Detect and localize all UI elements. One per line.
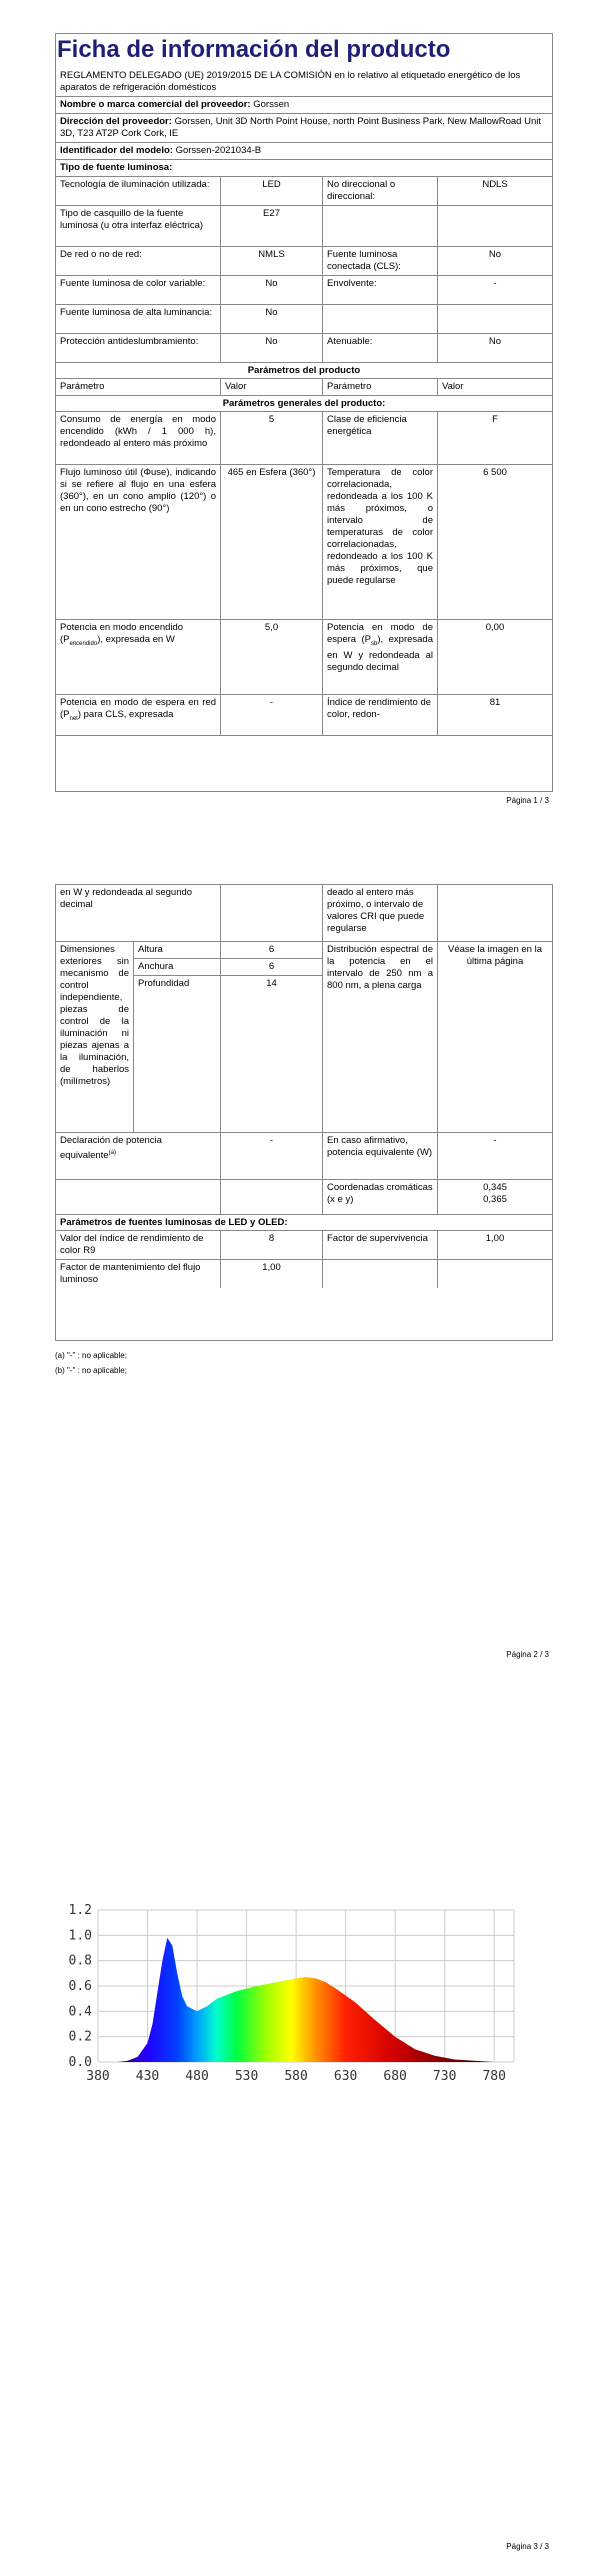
dims-values xyxy=(221,942,323,1132)
table-row xyxy=(56,276,552,305)
param-label: Fuente luminosa de color variable: xyxy=(56,276,221,304)
param-value: NMLS xyxy=(221,247,323,275)
chroma-x: 0,345 xyxy=(483,1182,507,1193)
param-label: De red o no de red: xyxy=(56,247,221,275)
param-label: Protección antideslumbramiento: xyxy=(56,334,221,362)
dims-names xyxy=(134,942,221,1132)
footnotes xyxy=(55,1348,127,1378)
param-label-sub: sb xyxy=(371,640,378,647)
spd-value: Véase la imagen en la última página xyxy=(447,944,542,967)
address-row xyxy=(56,114,552,143)
y-tick-label: 0.4 xyxy=(68,2004,92,2020)
general-params-heading: Parámetros generales del producto: xyxy=(56,396,552,412)
param-label: Envolvente: xyxy=(323,276,438,304)
footnote: (a) "-" : no aplicable; xyxy=(55,1351,127,1360)
x-tick-label: 480 xyxy=(185,2069,209,2084)
y-tick-labels xyxy=(69,1903,93,2070)
param-value xyxy=(438,885,552,941)
param-label xyxy=(56,620,221,694)
y-tick-label: 1.0 xyxy=(68,1928,92,1944)
table-row xyxy=(56,942,552,1133)
param-label: deado al entero más próximo, o intervalo de valores CRI que puede regularse xyxy=(323,885,438,941)
page-title: Ficha de información del producto xyxy=(57,36,451,63)
address-label: Dirección del proveedor: xyxy=(60,116,172,127)
model-label: Identificador del modelo: xyxy=(60,145,173,156)
param-value xyxy=(221,1180,323,1214)
spectral-chart xyxy=(48,1900,528,2090)
column-header: Valor xyxy=(442,381,464,392)
param-label-text: ), expresada en W xyxy=(97,634,175,645)
param-value: NDLS xyxy=(482,179,508,190)
page-1 xyxy=(0,0,603,820)
y-tick-label: 0.0 xyxy=(68,2055,92,2070)
param-value xyxy=(438,1260,552,1288)
supplier-row xyxy=(56,97,552,114)
x-tick-label: 630 xyxy=(333,2069,358,2084)
footnote-ref: (a) xyxy=(108,1150,116,1156)
param-value: LED xyxy=(221,177,323,205)
table-row xyxy=(56,1180,552,1215)
param-value: - xyxy=(493,278,497,289)
spd-label: Distribución espectral de la potencia en el intervalo de 250 nm a 800 nm, a plena carga xyxy=(323,942,438,1132)
regulation-text: REGLAMENTO DELEGADO (UE) 2019/2015 DE LA COMISIÓN en lo relativo al etiquetado energético de los aparatos de refrigeración domésticos xyxy=(56,68,552,97)
param-value xyxy=(438,305,552,333)
param-value: 1,00 xyxy=(221,1260,323,1288)
param-value: No xyxy=(488,249,502,260)
param-value: 8 xyxy=(221,1231,323,1259)
table-row xyxy=(56,1231,552,1260)
param-label: Índice de rendimiento de color, redon- xyxy=(323,695,438,735)
source-type-row: Tipo de fuente luminosa: xyxy=(56,160,552,177)
chroma-y: 0,365 xyxy=(483,1194,507,1205)
param-label: Flujo luminoso útil (Φuse), indicando si se refiere al flujo en una esfera (360°), en un cono amplio (120°) o en un cono estrecho (90°) xyxy=(56,465,221,619)
dims-label: Dimensiones exteriores sin mecanismo de control independiente, piezas de control de la iluminación ni piezas ajenas a la iluminación, de haberlos (milímetros) xyxy=(56,942,134,1132)
param-value xyxy=(438,1180,552,1214)
param-label xyxy=(323,1260,438,1288)
table-row xyxy=(56,620,552,695)
table-row xyxy=(56,206,552,247)
param-label xyxy=(323,620,438,694)
param-value: F xyxy=(492,414,498,425)
table-row xyxy=(56,247,552,276)
param-label: Tecnología de iluminación utilizada: xyxy=(56,177,221,205)
page-2 xyxy=(0,820,603,1680)
dim-name: Altura xyxy=(134,942,220,959)
param-value: No xyxy=(488,336,502,347)
param-label: En caso afirmativo, potencia equivalente (W) xyxy=(323,1133,438,1179)
table-row xyxy=(56,1133,552,1180)
page-number: Página 2 / 3 xyxy=(506,1650,549,1659)
param-label: Factor de mantenimiento del flujo luminoso xyxy=(56,1260,221,1288)
column-header: Valor xyxy=(221,379,323,395)
table-row xyxy=(56,334,552,363)
param-value: - xyxy=(221,695,323,735)
param-label: Fuente luminosa conectada (CLS): xyxy=(323,247,438,275)
param-label xyxy=(56,695,221,735)
param-label-text: Potencia en modo encendido (P xyxy=(60,622,184,645)
param-label: Consumo de energía en modo encendido (kWh / 1 000 h), redondeado al entero más próximo xyxy=(56,412,221,464)
table-row xyxy=(56,465,552,620)
table-row xyxy=(56,177,552,206)
param-value: - xyxy=(221,1133,323,1179)
supplier-label: Nombre o marca comercial del proveedor: xyxy=(60,99,251,110)
param-label-text: ) para CLS, expresada xyxy=(77,709,174,720)
param-label: Temperatura de color correlacionada, redondeada a los 100 K más próximos, o intervalo de temperaturas de color correlacionadas, redondeado a los 100 K más próximos, que puede regularse xyxy=(323,465,438,619)
y-tick-label: 0.2 xyxy=(68,2029,92,2045)
param-value: No xyxy=(221,334,323,362)
footnote: (b) "-" : no aplicable; xyxy=(55,1366,127,1375)
table-row xyxy=(56,305,552,334)
product-params-heading: Parámetros del producto xyxy=(56,363,552,379)
led-params-heading: Parámetros de fuentes luminosas de LED y OLED: xyxy=(56,1215,552,1231)
param-label: en W y redondeada al segundo decimal xyxy=(56,885,221,941)
param-value: 5 xyxy=(221,412,323,464)
column-header: Parámetro xyxy=(323,379,438,395)
param-label-sub: encendido xyxy=(69,640,98,647)
x-tick-label: 780 xyxy=(482,2069,506,2084)
param-label-text: Potencia en modo de espera en red (P xyxy=(60,697,216,720)
param-value: - xyxy=(493,1135,497,1146)
param-label: Tipo de casquillo de la fuente luminosa (u otra interfaz eléctrica) xyxy=(56,206,221,246)
page-number: Página 1 / 3 xyxy=(506,796,549,805)
y-tick-label: 1.2 xyxy=(68,1903,92,1918)
x-tick-label: 530 xyxy=(234,2069,259,2084)
table-row xyxy=(56,885,552,942)
dim-value: 6 xyxy=(221,959,322,976)
param-value: E27 xyxy=(221,206,323,246)
param-value: No xyxy=(221,276,323,304)
param-label xyxy=(323,305,438,333)
table-header xyxy=(56,379,552,396)
param-value: 6 500 xyxy=(483,467,507,478)
supplier-value: Gorssen xyxy=(253,99,290,110)
param-label: Valor del índice de rendimiento de color R9 xyxy=(56,1231,221,1259)
param-label: Factor de supervivencia xyxy=(323,1231,438,1259)
x-tick-label: 680 xyxy=(383,2069,407,2084)
param-value: No xyxy=(221,305,323,333)
param-label: Coordenadas cromáticas (x e y) xyxy=(323,1180,438,1214)
param-label: No direccional o direccional: xyxy=(323,177,438,205)
page-3 xyxy=(0,1680,603,2560)
param-label xyxy=(56,1180,221,1214)
x-tick-label: 380 xyxy=(86,2069,110,2084)
y-tick-label: 0.6 xyxy=(68,1979,92,1994)
column-header: Parámetro xyxy=(56,379,221,395)
param-label-sub: net xyxy=(69,715,78,722)
param-value xyxy=(221,885,323,941)
info-sheet-continued xyxy=(55,884,553,1341)
table-row xyxy=(56,412,552,465)
address-value: Gorssen, Unit 3D North Point House, north Point Business Park, New MallowRoad Unit 3D, T23 AT2P Cork Cork, IE xyxy=(60,116,541,139)
spectrum-area xyxy=(118,1938,494,2062)
param-label xyxy=(56,1133,221,1179)
dim-value: 6 xyxy=(221,942,322,959)
x-tick-label: 430 xyxy=(135,2069,160,2084)
param-value xyxy=(438,206,552,246)
dim-name: Anchura xyxy=(134,959,220,976)
info-sheet xyxy=(55,33,553,792)
y-tick-label: 0.8 xyxy=(68,1953,92,1969)
table-row xyxy=(56,695,552,736)
param-label-text: Potencia en modo de espera (P xyxy=(327,622,433,645)
equiv-label: Declaración de potencia equivalente xyxy=(60,1135,162,1162)
param-label: Atenuable: xyxy=(323,334,438,362)
param-label: Fuente luminosa de alta luminancia: xyxy=(56,305,221,333)
param-value: 0,00 xyxy=(485,622,505,633)
param-value: 465 en Esfera (360°) xyxy=(221,465,323,619)
param-value: 81 xyxy=(489,697,501,708)
dim-name: Profundidad xyxy=(138,978,190,989)
param-label: Clase de eficiencia energética xyxy=(323,412,438,464)
table-row xyxy=(56,1260,552,1288)
param-value: 5,0 xyxy=(221,620,323,694)
param-value: 1,00 xyxy=(485,1233,505,1244)
x-tick-labels xyxy=(86,2069,506,2084)
x-tick-label: 730 xyxy=(432,2069,457,2084)
page-number: Página 3 / 3 xyxy=(506,2542,549,2551)
param-label-text: ), expresada en W y redondeada al segundo decimal xyxy=(327,634,433,673)
dim-value: 14 xyxy=(266,978,277,989)
param-label xyxy=(323,206,438,246)
model-row xyxy=(56,143,552,160)
x-tick-label: 580 xyxy=(284,2069,308,2084)
model-value: Gorssen-2021034-B xyxy=(175,145,262,156)
